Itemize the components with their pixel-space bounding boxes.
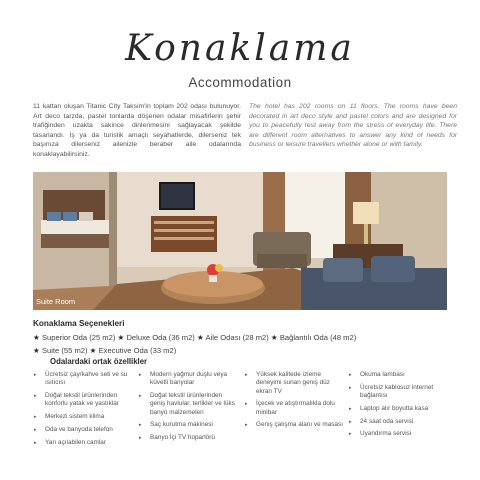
room-type: Executive Oda (33 m2) bbox=[98, 345, 177, 355]
room-type: Superior Oda (25 m2) bbox=[41, 333, 116, 342]
features-column-2 bbox=[138, 371, 238, 447]
bullet-icon: ▸ bbox=[349, 384, 352, 391]
feature-item: ▸ Laptop alır boyutta kasa bbox=[349, 404, 429, 412]
room-options-heading: Konaklama Seçenekleri bbox=[33, 319, 125, 328]
feature-item: ▸ 24 saat oda servisi bbox=[349, 417, 414, 425]
bullet-icon: ▸ bbox=[139, 372, 142, 378]
bullet-icon: ▸ bbox=[349, 418, 352, 425]
bullet-icon: ▸ bbox=[34, 393, 37, 400]
bullet-icon: ▸ bbox=[349, 431, 352, 438]
star-icon: ★ bbox=[270, 333, 278, 342]
bullet-icon: ▸ bbox=[349, 372, 352, 378]
feature-item: ▸ Uyandırma servisi bbox=[349, 430, 412, 438]
star-icon: ★ bbox=[117, 333, 125, 342]
bullet-icon: ▸ bbox=[245, 372, 248, 378]
feature-item: ▸ Ücretsiz çay/kahve seti ve su ısıtıcısı bbox=[34, 371, 128, 387]
star-icon: ★ bbox=[33, 345, 40, 355]
bullet-icon: ▸ bbox=[349, 405, 352, 412]
features-column-1 bbox=[33, 371, 131, 452]
bullet-icon: ▸ bbox=[245, 422, 248, 429]
feature-item: ▸ Yarı açılabilen camlar bbox=[34, 438, 106, 446]
star-icon: ★ bbox=[33, 333, 40, 342]
feature-item: ▸ Doğal tekstil ürünlerinden konforlu yatak ve yastıklar bbox=[34, 392, 119, 408]
intro-english: The hotel has 202 rooms on 11 floors. The rooms have been decorated in art deco style and pastel colors and are designed for you to peacefully rest away from the stress of everyday life. There are different room alternatives to answer any kind of needs for business or leisure travellers whether alone or with family. bbox=[249, 103, 457, 149]
features-column-4 bbox=[348, 371, 448, 443]
bullet-icon: ▸ bbox=[139, 393, 142, 400]
page-subtitle: Accommodation bbox=[188, 75, 292, 90]
page-title-script: Konaklama bbox=[125, 28, 355, 69]
room-type: Aile Odası (28 m2) bbox=[205, 333, 269, 342]
suite-room-illustration bbox=[33, 172, 447, 310]
feature-item: ▸ Oda ve banyoda telefon bbox=[34, 425, 113, 433]
feature-item: ▸ Saç kurutma makinesi bbox=[139, 421, 213, 429]
feature-item: ▸ Modern yağmur duşlu veya küvetli banyolar bbox=[139, 371, 228, 387]
bullet-icon: ▸ bbox=[34, 439, 37, 446]
room-types-list bbox=[33, 332, 447, 357]
intro-turkish: 11 kattan oluşan Titanic City Taksim'in toplam 202 odası bulunuyor. Art deco tarzda, pastel tonlarda döşenen odalar misafirlerin şehir trafiğinden uzakta sakince dinlenmesini sağlayacak şekilde tasarlandı. İş ya da turistik amaçlı seyahatlerde, dilerseniz tek başınıza dilerseniz ailenizle beraber aile odalarında konaklayabilirsiniz. bbox=[33, 103, 241, 158]
bullet-icon: ▸ bbox=[34, 426, 37, 433]
bullet-icon: ▸ bbox=[245, 401, 248, 408]
feature-item: ▸ Ücretsiz kablosuz internet bağlantısı bbox=[349, 383, 434, 400]
feature-item: ▸ Yüksek kalitede izleme deneyimi sunan geniş düz ekran TV bbox=[245, 371, 330, 395]
bullet-icon: ▸ bbox=[34, 372, 37, 378]
room-type: Deluxe Oda (36 m2) bbox=[126, 333, 195, 342]
feature-item: ▸ Okuma lambası bbox=[349, 371, 405, 378]
suite-room-photo bbox=[33, 172, 447, 310]
feature-item: ▸ İçecek ve atıştırmalıkla dolu minibar bbox=[245, 400, 335, 416]
feature-item: ▸ Doğal tekstil ürünlerinden geniş havlular, terlikler ve lüks banyo malzemeleri bbox=[139, 392, 235, 416]
features-column-3 bbox=[244, 371, 346, 434]
bullet-icon: ▸ bbox=[34, 414, 37, 421]
room-type: Bağlantılı Oda (48 m2) bbox=[279, 333, 357, 342]
feature-item: ▸ Merkezi sistem klima bbox=[34, 413, 105, 421]
star-icon: ★ bbox=[196, 333, 204, 342]
star-icon: ★ bbox=[89, 345, 97, 355]
bullet-icon: ▸ bbox=[139, 435, 142, 442]
feature-item: ▸ Banyo İçi TV hoparlörü bbox=[139, 434, 215, 442]
features-heading: Odalardaki ortak özellikler bbox=[50, 357, 148, 366]
bullet-icon: ▸ bbox=[139, 422, 142, 429]
photo-caption: Suite Room bbox=[36, 297, 76, 306]
room-type: Suite (55 m2) bbox=[41, 345, 88, 355]
feature-item: ▸ Geniş çalışma alanı ve masası bbox=[245, 421, 344, 429]
